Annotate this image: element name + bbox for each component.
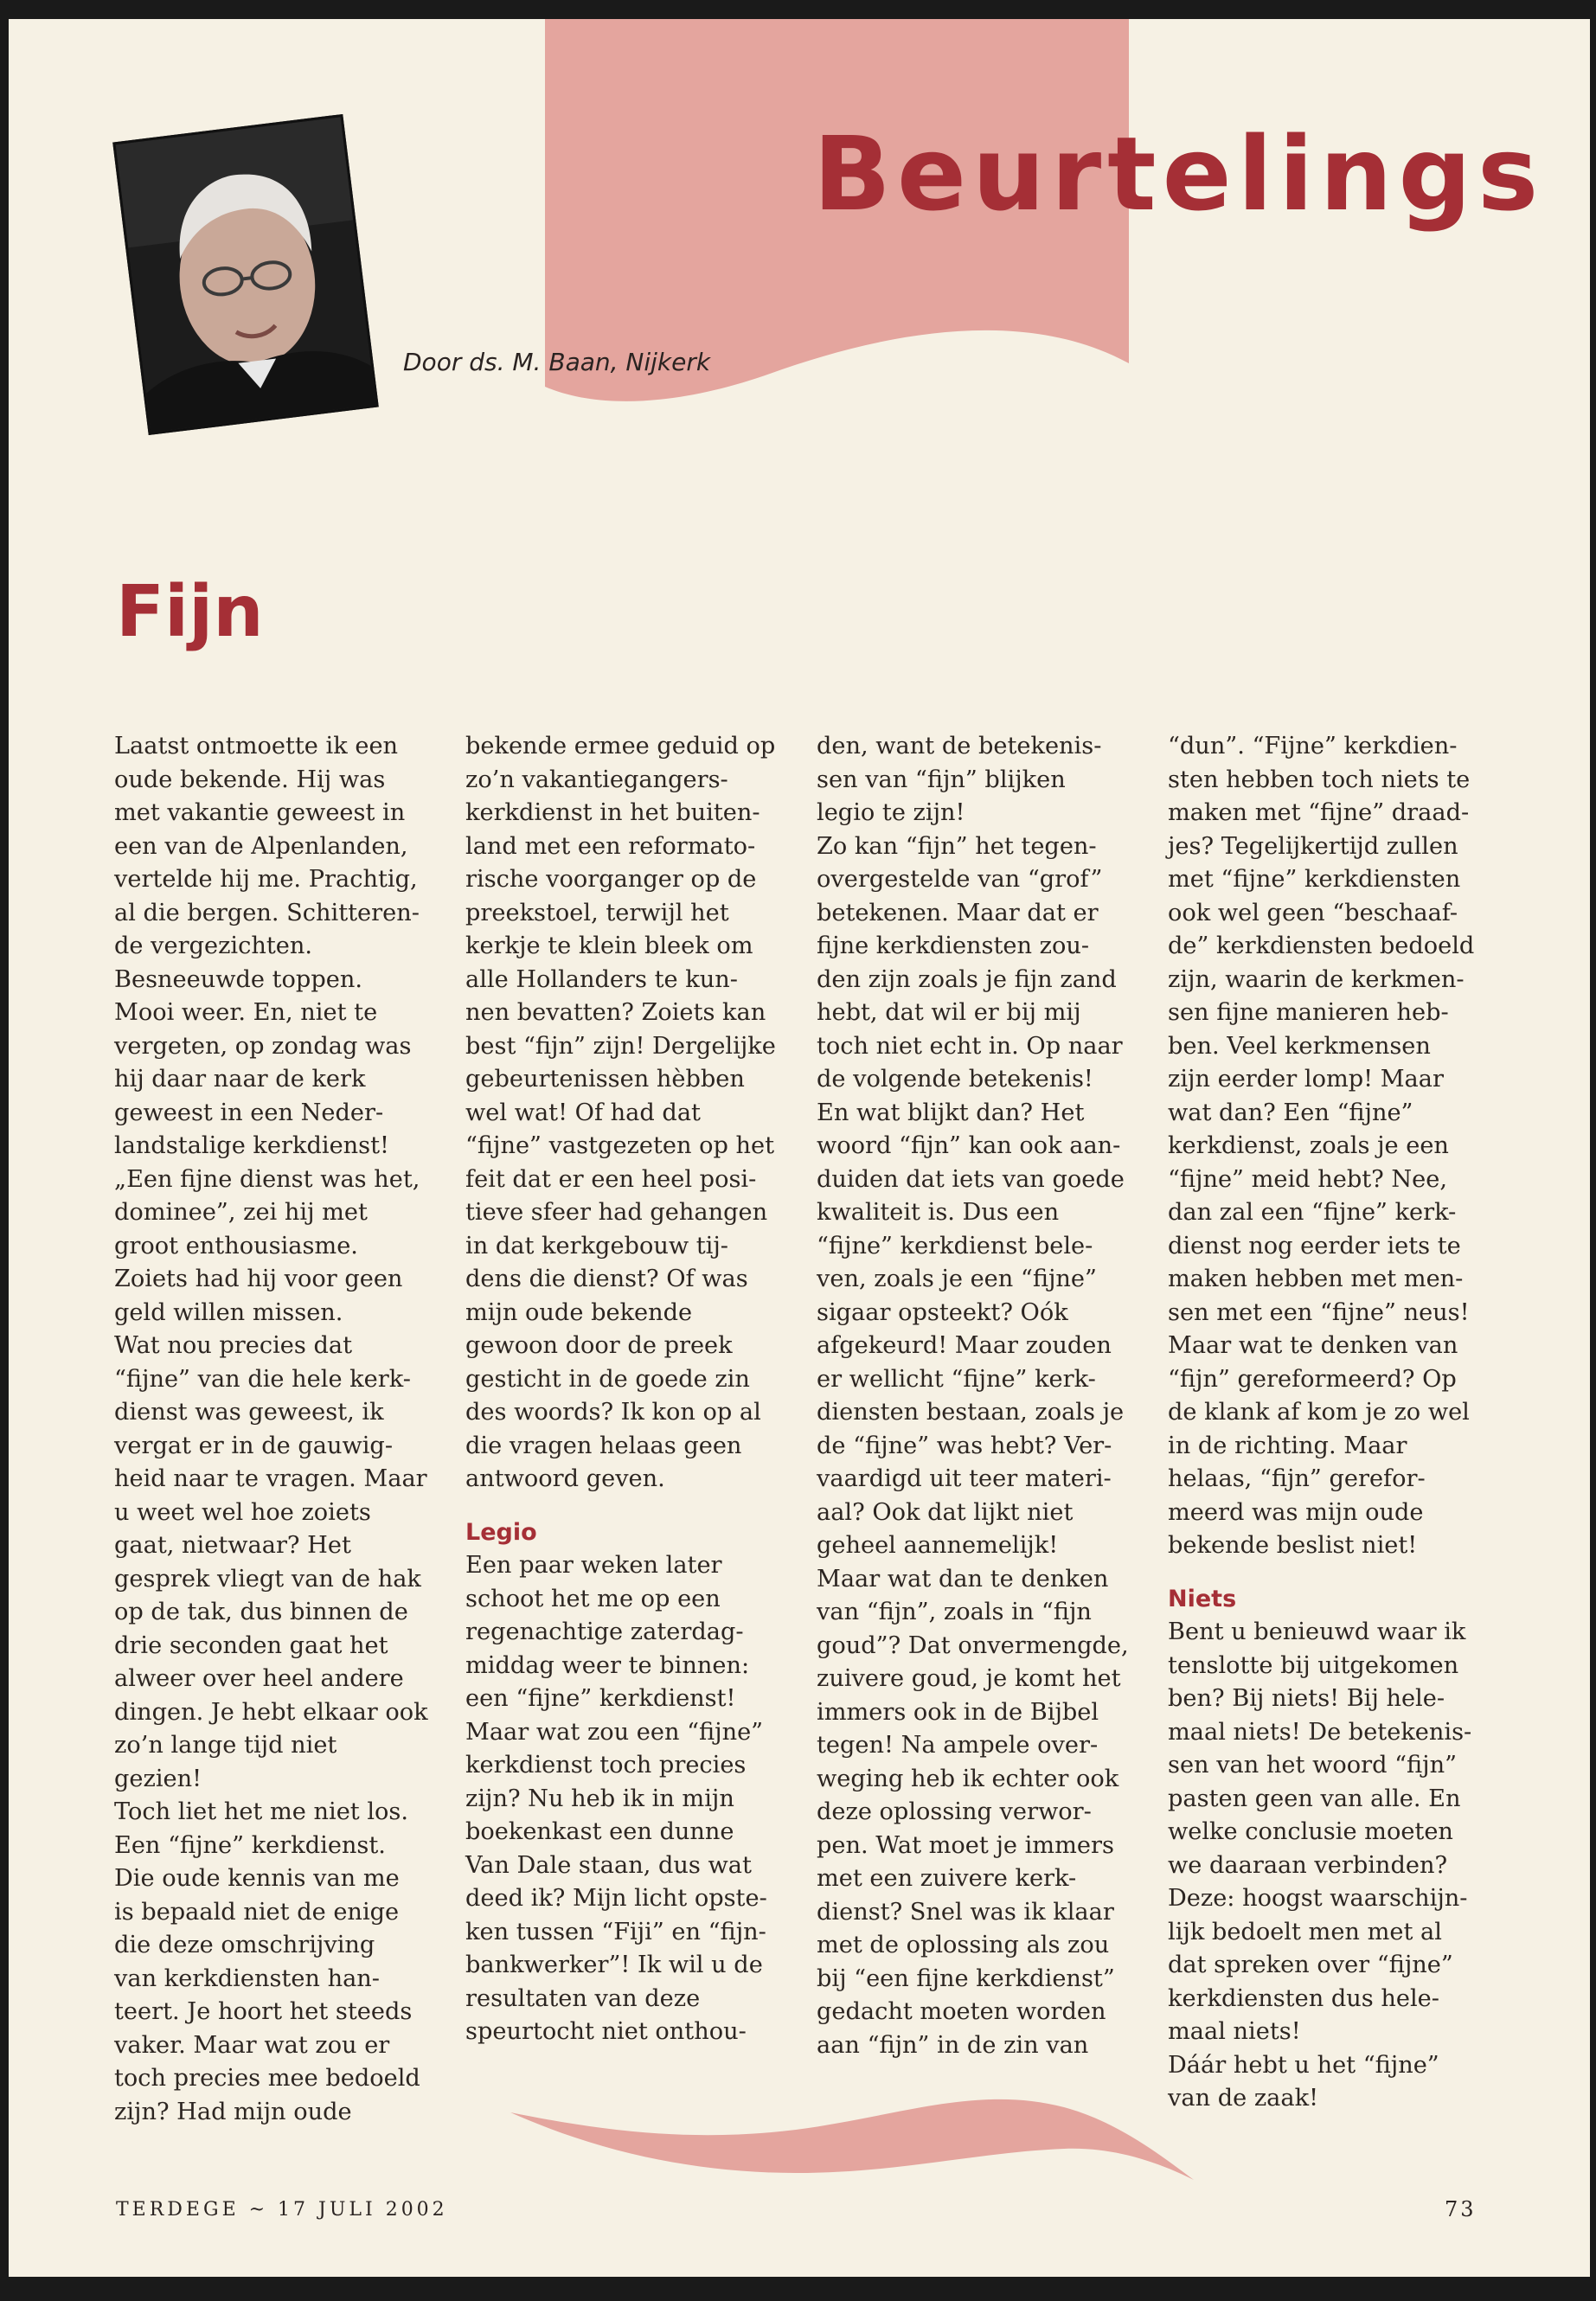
byline: Door ds. M. Baan, Nijkerk xyxy=(403,348,711,376)
paragraph: “dun”. “Fijne” kerkdien- sten hebben toch niets te maken met “fijne” draad- jes? Tegelijkertijd zullen met “fijne” kerkdiensten ook wel geen “beschaaf- de” kerkdiensten bedoeld zijn, waarin de kerkmen- sen fijne manieren heb- ben. Veel kerkmensen zijn eerder lomp! Maar wat dan? Een “fijne” kerkdienst, zoals je een “fijne” meid hebt? Nee, dan zal een “fijne” kerk- dienst nog eerder iets te maken hebben met men- sen met een “fijne” neus! Maar wat te denken van “fijn” gereformeerd? Op de klank af kom je zo wel in de richting. Maar helaas, “fijn” gerefor- meerd was mijn oude bekende beslist niet! xyxy=(1168,733,1475,1559)
author-photo xyxy=(112,114,379,435)
section-title: Beurtelings xyxy=(813,114,1545,234)
column-3 xyxy=(817,730,1138,2062)
subheading-niets: Niets xyxy=(1168,1585,1237,1612)
column-2 xyxy=(465,730,787,2049)
publication-footer: TERDEGE ~ 17 JULI 2002 xyxy=(116,2199,448,2221)
paragraph: Een paar weken later schoot het me op een regenachtige zaterdag- middag weer te binnen: een “fijne” kerkdienst! Maar wat zou een “fijne” kerkdienst toch precies zijn? Nu heb ik in mijn boekenkast een dunne Van Dale staan, dus wat deed ik? Mijn licht opste- ken tussen “Fiji” en “fijn- bankwerker”! Ik wil u de resultaten van deze speurtocht niet onthou- xyxy=(465,1552,767,2045)
page-number: 73 xyxy=(1445,2197,1477,2221)
decorative-swoosh xyxy=(510,2076,1202,2197)
paragraph: bekende ermee geduid op zo’n vakantiegangers- kerkdienst in het buiten- land met een reformato- rische voorganger op de preekstoel, terwijl het kerkje te klein bleek om alle Hollanders te kun- nen bevatten? Zoiets kan best “fijn” zijn! Dergelijke gebeurtenissen hèbben wel wat! Of had dat “fijne” vastgezeten op het feit dat er een heel posi- tieve sfeer had gehangen in dat kerkgebouw tij- dens die dienst? Of was mijn oude bekende gewoon door de preek gesticht in de goede zin des woords? Ik kon op al die vragen helaas geen antwoord geven. xyxy=(465,733,776,1492)
article-title: Fijn xyxy=(116,571,264,653)
paragraph: Bent u benieuwd waar ik tenslotte bij uitgekomen ben? Bij niets! Bij hele- maal niets! De betekenis- sen van het woord “fijn” pasten geen van alle. En welke conclusie moeten we daaraan verbinden? Deze: hoogst waarschijn- lijk bedoelt men met al dat spreken over “fijne” kerkdiensten dus hele- maal niets! Dáár hebt u het “fijne” van de zaak! xyxy=(1168,1618,1472,2112)
paragraph: Laatst ontmoette ik een oude bekende. Hij was met vakantie geweest in een van de Alpenlanden, vertelde hij me. Prachtig, al die bergen. Schitteren- de vergezichten. Besneeuwde toppen. Mooi weer. En, niet te vergeten, op zondag was hij daar naar de kerk geweest in een Neder- landstalige kerkdienst! „Een fijne dienst was het, dominee”, zei hij met groot enthousiasme. Zoiets had hij voor geen geld willen missen. Wat nou precies dat “fijne” van die hele kerk- dienst was geweest, ik vergat er in de gauwig- heid naar te vragen. Maar u weet wel hoe zoiets gaat, nietwaar? Het gesprek vliegt van de hak op de tak, dus binnen de drie seconden gaat het alweer over heel andere dingen. Je hebt elkaar ook zo’n lange tijd niet gezien! Toch liet het me niet los. Een “fijne” kerkdienst. Die oude kennis van me is bepaald niet de enige die deze omschrijving van kerkdiensten han- teert. Je hoort het steeds vaker. Maar wat zou er toch precies mee bedoeld zijn? Had mijn oude xyxy=(114,733,428,2125)
subheading-legio: Legio xyxy=(465,1518,537,1546)
magazine-page xyxy=(9,19,1590,2277)
paragraph: den, want de betekenis- sen van “fijn” blijken legio te zijn! Zo kan “fijn” het tegen- overgestelde van “grof” betekenen. Maar dat er fijne kerkdiensten zou- den zijn zoals je fijn zand hebt, dat wil er bij mij toch niet echt in. Op naar de volgende betekenis! En wat blijkt dan? Het woord “fijn” kan ook aan- duiden dat iets van goede kwaliteit is. Dus een “fijne” kerkdienst bele- ven, zoals je een “fijne” sigaar opsteekt? Oók afgekeurd! Maar zouden er wellicht “fijne” kerk- diensten bestaan, zoals je de “fijne” was hebt? Ver- vaardigd uit teer materi- aal? Ook dat lijkt niet geheel aannemelijk! Maar wat dan te denken van “fijn”, zoals in “fijn goud”? Dat onvermengde, zuivere goud, je komt het immers ook in de Bijbel tegen! Na ampele over- weging heb ik echter ook deze oplossing verwor- pen. Wat moet je immers met een zuivere kerk- dienst? Snel was ik klaar met de oplossing als zou bij “een fijne kerkdienst” gedacht moeten worden aan “fijn” in de zin van xyxy=(817,733,1129,2059)
author-portrait-icon xyxy=(116,117,376,432)
article-body xyxy=(114,730,1524,2183)
column-1 xyxy=(114,730,436,2129)
column-4 xyxy=(1168,730,1490,2116)
